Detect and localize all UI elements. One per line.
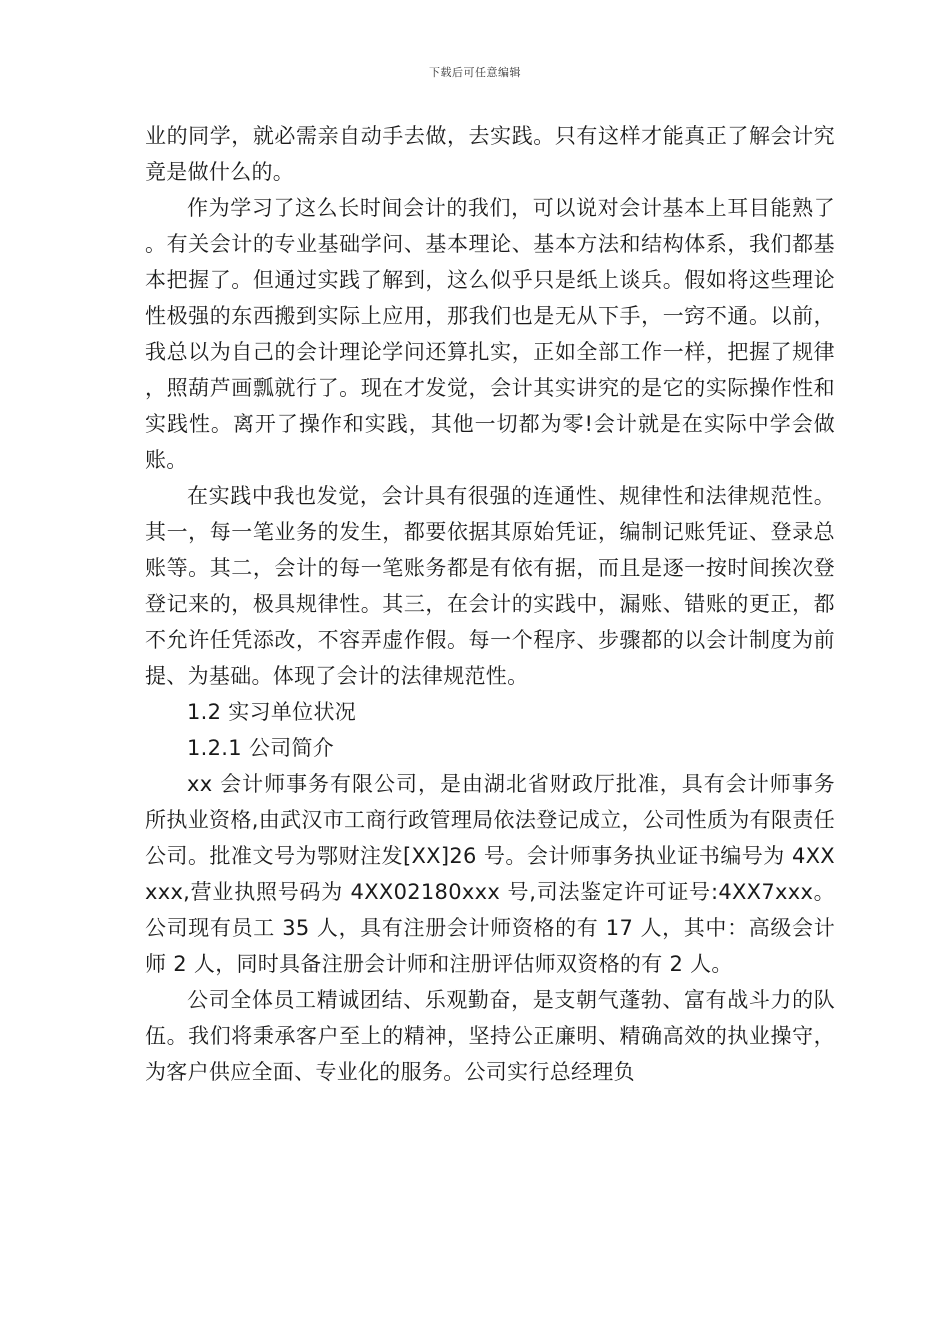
paragraph-company-profile: xx 会计师事务有限公司，是由湖北省财政厅批准，具有会计师事务所执业资格,由武汉市工商行政管理局依法登记成立，公司性质为有限责任公司。批准文号为鄂财注发[XX]26 号。会计师事务执业证书编号为 4XXxxx,营业执照号码为 4XX02180xxx 号,司法鉴定许可证号:4XX7xxx。公司现有员工 35 人，具有注册会计师资格的有 17 人，其中：高级会计师 2 人，同时具备注册会计师和注册评估师双资格的有 2 人。 — [145, 772, 835, 976]
subsection-heading-company-intro: 1.2.1 公司简介 — [187, 736, 335, 760]
section-heading-internship-unit: 1.2 实习单位状况 — [187, 700, 357, 724]
document-body — [145, 118, 835, 1090]
paragraph-company-culture: 公司全体员工精诚团结、乐观勤奋，是支朝气蓬勃、富有战斗力的队伍。我们将秉承客户至上的精神，坚持公正廉明、精确高效的执业操守，为客户供应全面、专业化的服务。公司实行总经理负 — [145, 988, 835, 1084]
paragraph-continuation: 业的同学，就必需亲自动手去做，去实践。只有这样才能真正了解会计究竟是做什么的。 — [145, 124, 835, 184]
page-header: 下载后可任意编辑 — [429, 66, 521, 79]
paragraph-theory-practice: 作为学习了这么长时间会计的我们，可以说对会计基本上耳目能熟了。有关会计的专业基础学问、基本理论、基本方法和结构体系，我们都基本把握了。但通过实践了解到，这么似乎只是纸上谈兵。假如将这些理论性极强的东西搬到实际上应用，那我们也是无从下手，一窍不通。以前，我总以为自己的会计理论学问还算扎实，正如全部工作一样，把握了规律，照葫芦画瓢就行了。现在才发觉，会计其实讲究的是它的实际操作性和实践性。离开了操作和实践，其他一切都为零!会计就是在实际中学会做账。 — [145, 196, 835, 472]
paragraph-accounting-characteristics: 在实践中我也发觉，会计具有很强的连通性、规律性和法律规范性。其一，每一笔业务的发生，都要依据其原始凭证，编制记账凭证、登录总账等。其二，会计的每一笔账务都是有依有据，而且是逐一按时间挨次登登记来的，极具规律性。其三，在会计的实践中，漏账、错账的更正，都不允许任凭添改，不容弄虚作假。每一个程序、步骤都的以会计制度为前提、为基础。体现了会计的法律规范性。 — [145, 484, 835, 688]
